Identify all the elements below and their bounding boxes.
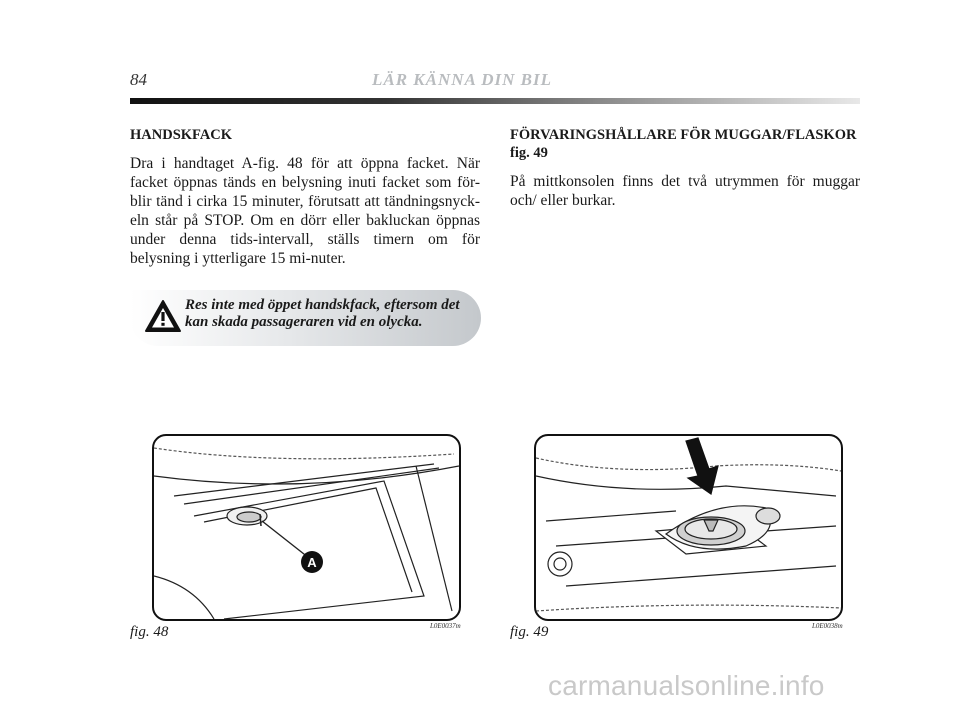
glovebox-paragraph: Dra i handtaget A-fig. 48 för att öppna facket. När facket öppnas tänds en belysning inuti facket som för-blir tänd i cirka 15 minuter, förutsatt att tändningsnyck-eln står på STOP. Om en dörr eller bakluckan öppnas under denna tids-intervall, ställs timern om för belysning i ytterligare 15 mi-nuter. [130, 155, 480, 267]
figure-49-code: L0E0038m [812, 622, 843, 630]
figure-49-caption: fig. 49 [510, 624, 549, 640]
glovebox-section [130, 126, 480, 268]
warning-text: Res inte med öppet handskfack, eftersom det kan skada passageraren vid en olycka. [185, 297, 460, 330]
figure-49-cupholder-illustration [534, 434, 843, 621]
warning-triangle-icon [144, 299, 182, 333]
figure-48-code: L0E0037m [430, 622, 461, 630]
header-rule [130, 98, 860, 104]
figure-48-caption: fig. 48 [130, 624, 169, 640]
cupholder-heading: FÖRVARINGSHÅLLARE FÖR MUGGAR/FLASKOR fig. 49 [510, 127, 857, 161]
running-title: LÄR KÄNNA DIN BIL [372, 70, 552, 89]
cupholder-section [510, 126, 860, 210]
callout-a-label: A [307, 555, 317, 570]
page-number: 84 [130, 70, 147, 89]
glovebox-heading: HANDSKFACK [130, 127, 233, 143]
figure-48-glovebox-illustration [152, 434, 461, 621]
warning-box [130, 290, 481, 346]
cupholder-paragraph: På mittkonsolen finns det två utrymmen för muggar och/ eller burkar. [510, 173, 860, 209]
watermark: carmanualsonline.info [548, 670, 825, 701]
